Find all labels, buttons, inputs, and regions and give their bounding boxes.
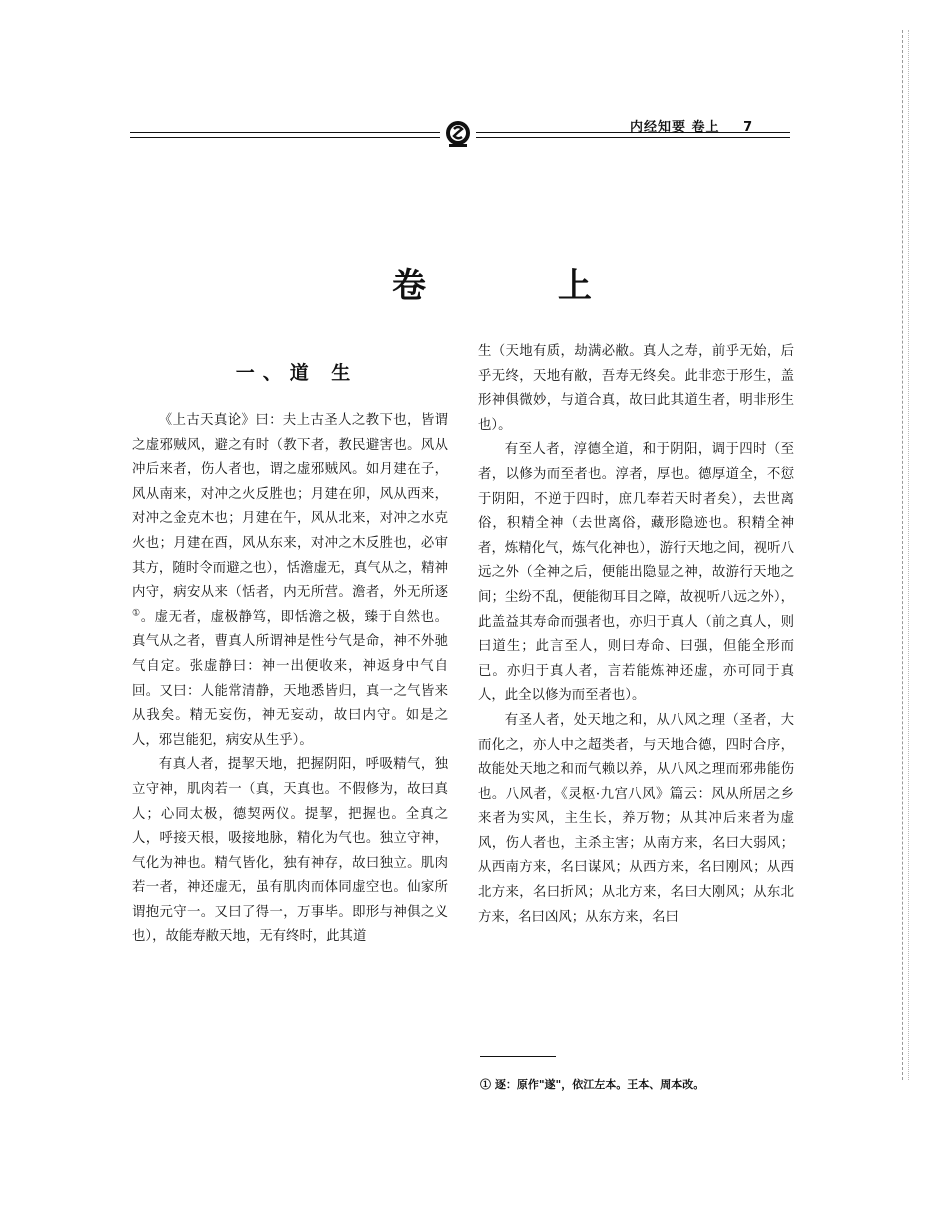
header-book-title: 内经知要 <box>630 120 687 135</box>
header-rule-right-thin <box>476 137 790 138</box>
footnote-marker: ① <box>132 608 141 619</box>
scan-edge-line <box>908 30 909 1080</box>
footnote: ① 逐：原作"遂"，依江左本。王本、周本改。 <box>480 1078 705 1091</box>
paragraph: 有真人者，提挈天地，把握阴阳，呼吸精气，独立守神，肌肉若一（真，天真也。不假修为，故曰真人；心同太极，德契两仪。提挈，把握也。全真之人，呼接天根，吸接地脉，精化为气也。独立守神，气化为神也。精气皆化，独有神存，故曰独立。肌肉若一者，神还虚无，虽有肌肉而体同虚空也。仙家所谓抱元守一。又曰了得一，万事毕。即形与神俱之义也），故能寿敝天地，无有终时，此其道 <box>132 757 448 945</box>
header-volume: 卷上 <box>691 120 720 135</box>
right-column <box>478 340 794 930</box>
paragraph: 生（天地有质，劫满必敝。真人之寿，前乎无始，后乎无终，天地有敝，吾寿无终矣。此非恋于形生，盖形神俱微妙，与道合真，故曰此其道生者，明非形生也）。 <box>478 344 794 433</box>
header-rule-left <box>130 132 440 133</box>
footnote-rule <box>480 1056 556 1057</box>
paragraph: 有圣人者，处天地之和，从八风之理（圣者，大而化之，亦人中之超类者，与天地合德，四时合序，故能处天地之和而气赖以养，从八风之理而邪弗能伤也。八风者，《灵枢·九宫八风》篇云：风从所居之乡来者为实风，主生长，养万物；从其冲后来者为虚风，伤人者也，主杀主害；从南方来，名曰大弱风；从西南方来，名曰谋风；从西方来，名曰刚风；从西北方来，名曰折风；从北方来，名曰大刚风；从东北方来，名曰凶风；从东方来，名曰 <box>478 712 794 925</box>
paragraph: 《上古天真论》曰：夫上古圣人之教下也，皆谓之虚邪贼风，避之有时（教下者，教民避害也。风从冲后来者，伤人者也，谓之虚邪贼风。如月建在子，风从南来，对冲之火反胜也；月建在卯，风从西来，对冲之金克木也；月建在午，风从北来，对冲之水克火也；月建在酉，风从东来，对冲之木反胜也，必审其方，随时令而避之也），恬澹虚无，真气从之，精神内守，病安从来（恬者，内无所营。澹者，外无所逐①。虚无者，虚极静笃，即恬澹之极，臻于自然也。真气从之者，曹真人所谓神是性兮气是命，神不外驰气自定。张虚静曰：神一出便收来，神返身中气自回。又曰：人能常清静，天地悉皆归，真一之气皆来从我矣。精无妄伤，神无妄动，故曰内守。如是之人，邪岂能犯，病安从生乎）。 <box>132 413 449 748</box>
left-column <box>132 358 448 950</box>
page-number: 7 <box>743 120 754 135</box>
paragraph: 有至人者，淳德全道，和于阴阳，调于四时（至者，以修为而至者也。淳者，厚也。德厚道全，不愆于阴阳，不逆于四时，庶几奉若天时者矣），去世离俗，积精全神（去世离俗，藏形隐迹也。积精全神者，炼精化气，炼气化神也），游行天地之间，视听八远之外（全神之后，便能出隐显之神，故游行天地之间；尘纷不乱，便能彻耳目之障，故视听八远之外），此盖益其寿命而强者也，亦归于真人（前之真人，则曰道生；此言至人，则曰寿命、曰强，但能全形而已。亦归于真人者，言若能炼神还虚，亦可同于真人，此全以修为而至者也）。 <box>478 442 794 704</box>
volume-title: 卷 上 <box>392 266 652 306</box>
section-title: 一、道 生 <box>235 362 359 384</box>
header-rule-left-thin <box>130 137 440 138</box>
scan-edge-line <box>902 30 903 1080</box>
publisher-logo-icon <box>442 118 474 150</box>
running-header <box>630 116 790 135</box>
